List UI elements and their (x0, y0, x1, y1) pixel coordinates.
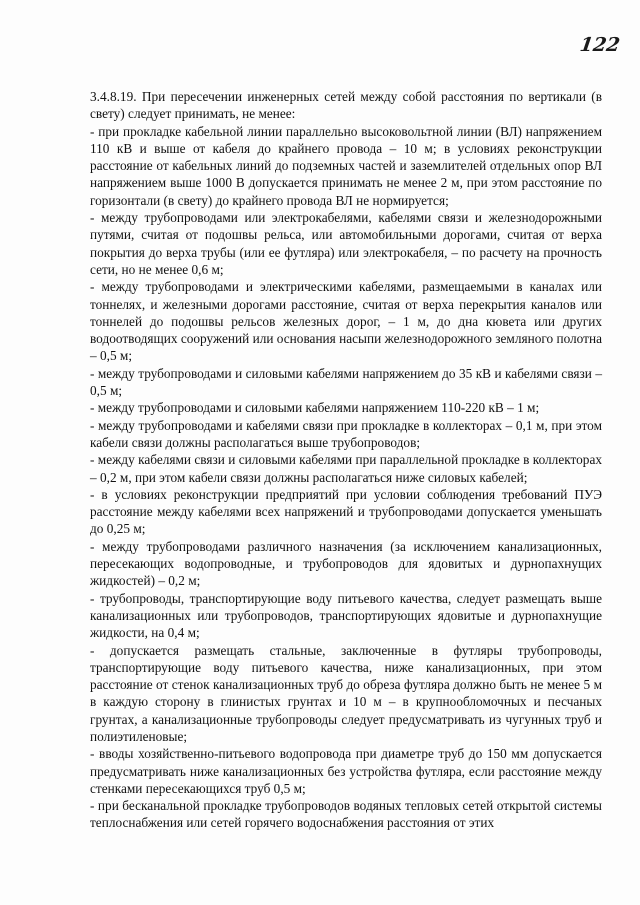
list-item: - между трубопроводами различного назначения (за исключением канализационных, пересекающих водопроводные, и трубопроводов для ядовитых и дурнопахнущих жидкостей) – 0,2 м; (90, 538, 602, 589)
list-item: - между трубопроводами и кабелями связи при прокладке в коллекторах – 0,1 м, при этом кабели связи должны располагаться выше трубопроводов; (90, 417, 602, 450)
list-item: - между трубопроводами и силовыми кабелями напряжением 110-220 кВ – 1 м; (90, 400, 540, 416)
section-intro: 3.4.8.19. При пересечении инженерных сетей между собой расстояния по вертикали (в свету) следует принимать, не менее: (90, 89, 602, 122)
list-item: - между кабелями связи и силовыми кабелями при параллельной прокладке в коллекторах – 0,2 м, при этом кабели связи должны располагаться ниже силовых кабелей; (90, 452, 602, 485)
list-item: - в условиях реконструкции предприятий при условии соблюдения требований ПУЭ расстояние между кабелями всех напряжений и трубопроводами допускается уменьшать до 0,25 м; (90, 486, 602, 537)
list-item: - допускается размещать стальные, заключенные в футляры трубопроводы, транспортирующие воду питьевого качества, ниже канализационных, при этом расстояние от стенок канализационных труб до обреза футляра должно быть не менее 5 м в каждую сторону в глинистых грунтах и 10 м – в крупнообломочных и песчаных грунтах, а канализационные трубопроводы следует предусматривать из чугунных труб и полиэтиленовые; (90, 642, 602, 744)
page-number: 122 (578, 34, 622, 56)
list-item: - между трубопроводами или электрокабелями, кабелями связи и железнодорожными путями, считая от подошвы рельса, или автомобильными дорогами, считая от верха покрытия до верха трубы (или ее футляра) или электрокабеля, – по расчету на прочность сети, но не менее 0,6 м; (90, 210, 602, 277)
list-item: - при бесканальной прокладке трубопроводов водяных тепловых сетей открытой системы теплоснабжения или сетей горячего водоснабжения расстояния от этих (90, 798, 602, 831)
section-body (90, 88, 602, 832)
list-item: - между трубопроводами и силовыми кабелями напряжением до 35 кВ и кабелями связи – 0,5 м; (90, 365, 602, 399)
list-item: - трубопроводы, транспортирующие воду питьевого качества, следует размещать выше канализационных или трубопроводов, транспортирующих ядовитые и дурнопахнущие жидкости, на 0,4 м; (90, 590, 602, 641)
list-item: - при прокладке кабельной линии параллельно высоковольтной линии (ВЛ) напряжением 110 кВ и выше от кабеля до крайнего провода – 10 м; в условиях реконструкции расстояние от кабельных линий до подземных частей и заземлителей отдельных опор ВЛ напряжением выше 1000 В допускается принимать не менее 2 м, при этом расстояние по горизонтали (в свету) до крайнего провода ВЛ не нормируется; (90, 123, 602, 208)
list-item: - между трубопроводами и электрическими кабелями, размещаемыми в каналах или тоннелях, и железными дорогами расстояние, считая от верха перекрытия каналов или тоннелей до подошвы рельсов железных дорог, – 1 м, до дна кювета или других водоотводящих сооружений или основания насыпи железнодорожного земляного полотна – 0,5 м; (90, 279, 602, 364)
list-item: - вводы хозяйственно-питьевого водопровода при диаметре труб до 150 мм допускается предусматривать ниже канализационных без устройства футляра, если расстояние между стенками пересекающихся труб 0,5 м; (90, 746, 602, 796)
